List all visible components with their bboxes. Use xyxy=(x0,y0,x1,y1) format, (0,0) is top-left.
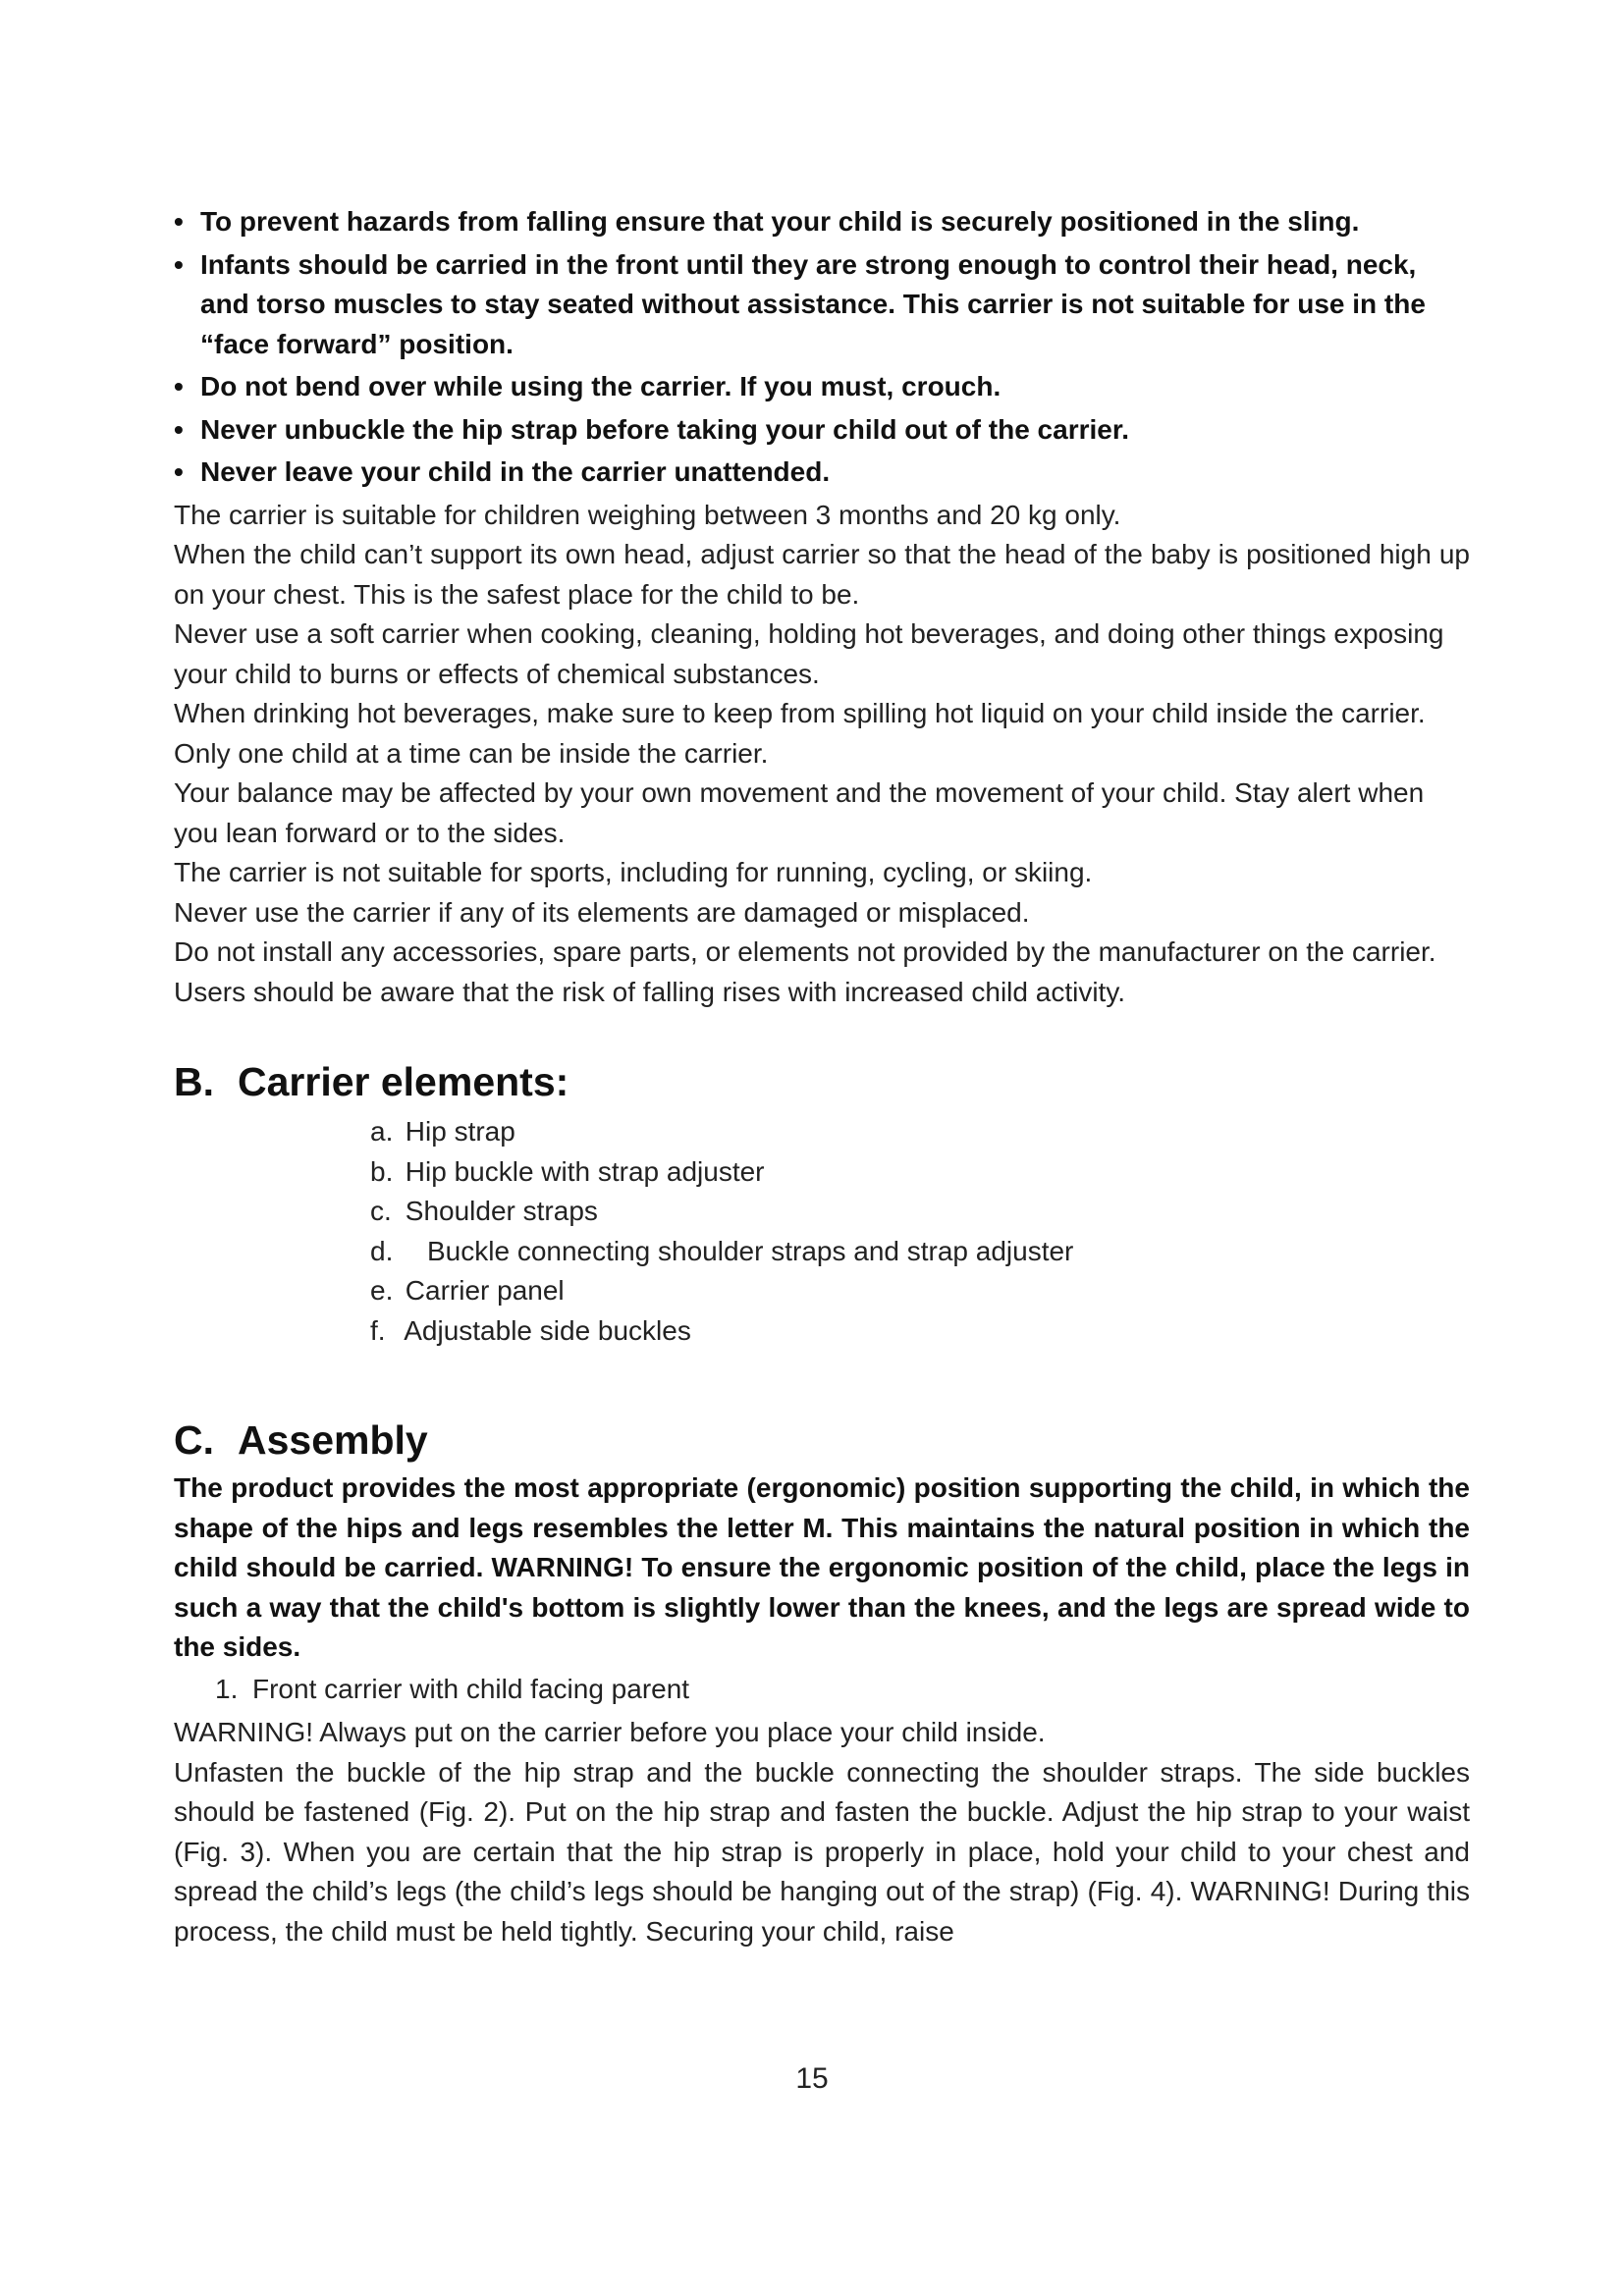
list-marker: c. xyxy=(370,1196,392,1226)
list-marker: e. xyxy=(370,1275,394,1306)
bullet-icon: • xyxy=(174,248,184,280)
section-c-letter: C. xyxy=(174,1417,214,1463)
list-marker: a. xyxy=(370,1116,394,1147)
safety-paragraph: Your balance may be affected by your own movement and the movement of your child. Stay alert when you lean forward or to the sides. xyxy=(174,777,1425,848)
section-c-heading xyxy=(174,1415,1470,1465)
section-b-letter: B. xyxy=(174,1059,214,1104)
warning-item xyxy=(174,245,1470,365)
section-b-title: Carrier elements: xyxy=(238,1059,569,1104)
step-number: 1. xyxy=(215,1673,239,1704)
safety-paragraph: The carrier is suitable for children weighing between 3 months and 20 kg only. xyxy=(174,499,1121,530)
safety-paragraph: Only one child at a time can be inside the carrier. xyxy=(174,737,769,769)
safety-warnings-list xyxy=(174,202,1470,493)
carrier-element-text: Buckle connecting shoulder straps and strap adjuster xyxy=(427,1235,1074,1266)
warning-item xyxy=(174,202,1470,242)
carrier-element-text: Adjustable side buckles xyxy=(404,1314,691,1346)
safety-paragraph: Users should be aware that the risk of falling rises with increased child activity. xyxy=(174,976,1126,1007)
warning-item xyxy=(174,367,1470,407)
warning-text: Infants should be carried in the front until they are strong enough to control their head, neck, and torso muscles to stay seated without assistance. This carrier is not suitable for use in the “face forward” position. xyxy=(200,248,1426,359)
carrier-element-text: Shoulder straps xyxy=(405,1196,598,1226)
safety-paragraph: Never use the carrier if any of its elements are damaged or misplaced. xyxy=(174,896,1030,928)
bullet-icon: • xyxy=(174,206,184,237)
safety-paragraph: When drinking hot beverages, make sure to keep from spilling hot liquid on your child inside the carrier. xyxy=(174,698,1426,728)
warning-item xyxy=(174,410,1470,451)
warning-text: Do not bend over while using the carrier. If you must, crouch. xyxy=(200,371,1001,401)
page-number: 15 xyxy=(795,2062,829,2095)
warning-text: Never leave your child in the carrier unattended. xyxy=(200,456,831,487)
carrier-elements-list xyxy=(370,1112,1470,1351)
list-marker: b. xyxy=(370,1155,394,1187)
carrier-element-item xyxy=(370,1112,1470,1152)
page-content xyxy=(174,202,1470,1951)
bullet-icon: • xyxy=(174,413,184,445)
carrier-element-text: Hip buckle with strap adjuster xyxy=(405,1155,765,1187)
warning-text: To prevent hazards from falling ensure that your child is securely positioned in the sling. xyxy=(200,206,1360,237)
warning-text: Never unbuckle the hip strap before taking your child out of the carrier. xyxy=(200,413,1129,445)
safety-paragraph: Do not install any accessories, spare parts, or elements not provided by the manufacturer on the carrier. xyxy=(174,936,1436,967)
assembly-warning: WARNING! Always put on the carrier before you place your child inside. xyxy=(174,1717,1046,1747)
carrier-element-text: Hip strap xyxy=(405,1116,515,1147)
carrier-element-item xyxy=(370,1232,1470,1272)
carrier-element-item xyxy=(370,1311,1470,1352)
section-c-title: Assembly xyxy=(238,1417,428,1463)
carrier-element-item xyxy=(370,1192,1470,1232)
warning-item xyxy=(174,453,1470,493)
bullet-icon: • xyxy=(174,456,184,487)
safety-paragraph: The carrier is not suitable for sports, including for running, cycling, or skiing. xyxy=(174,857,1093,887)
safety-paragraph: When the child can’t support its own head, adjust carrier so that the head of the baby is positioned high up on your chest. This is the safest place for the child to be. xyxy=(174,539,1470,610)
step-title: Front carrier with child facing parent xyxy=(252,1673,690,1704)
list-marker: f. xyxy=(370,1314,386,1346)
carrier-element-item xyxy=(370,1271,1470,1311)
bullet-icon: • xyxy=(174,371,184,401)
carrier-element-item xyxy=(370,1152,1470,1193)
assembly-step-heading xyxy=(215,1670,1470,1710)
assembly-intro: The product provides the most appropriate (ergonomic) position supporting the child, in which the shape of the hips and legs resembles the letter M. This maintains the natural position in which the child should be carried. WARNING! To ensure the ergonomic position of the child, place the legs in such a way that the child's bottom is slightly lower than the knees, and the legs are spread wide to the sides. xyxy=(174,1472,1470,1662)
safety-paragraph: Never use a soft carrier when cooking, cleaning, holding hot beverages, and doing other things exposing your child to burns or effects of chemical substances. xyxy=(174,618,1444,689)
carrier-element-text: Carrier panel xyxy=(405,1275,565,1306)
list-marker: d. xyxy=(370,1235,394,1266)
safety-paragraphs xyxy=(174,496,1470,1013)
section-b-heading xyxy=(174,1057,1470,1106)
assembly-instructions: Unfasten the buckle of the hip strap and the buckle connecting the shoulder straps. The side buckles should be fastened (Fig. 2). Put on the hip strap and fasten the buckle. Adjust the hip strap to your waist (Fig. 3). When you are certain that the hip strap is properly in place, hold your child to your chest and spread the child’s legs (the child’s legs should be hanging out of the strap) (Fig. 4). WARNING! During this process, the child must be held tightly. Securing your child, raise xyxy=(174,1756,1470,1947)
